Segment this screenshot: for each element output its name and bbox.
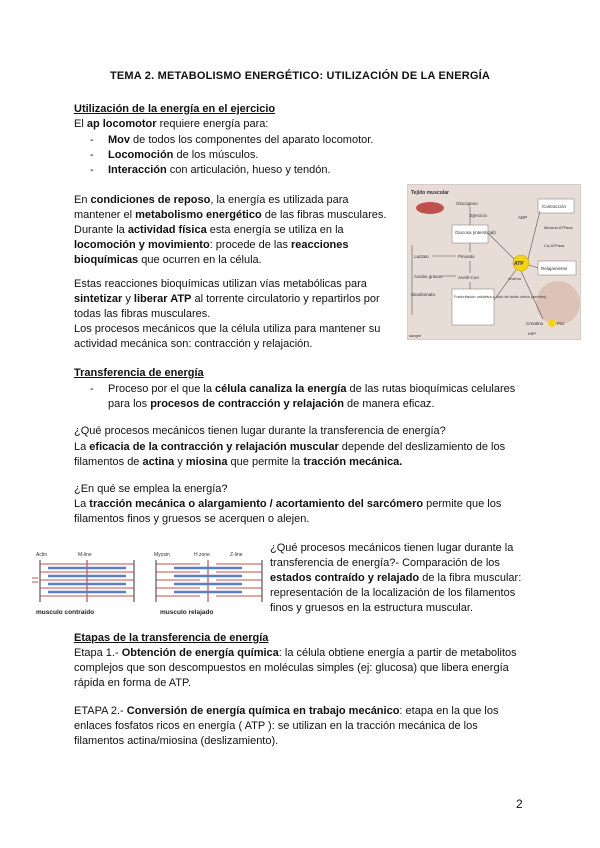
text: de la fibra muscular: bbox=[419, 572, 522, 584]
label-glucogeno: Glucógeno bbox=[456, 201, 478, 206]
section-heading-transferencia: Transferencia de energía bbox=[74, 367, 204, 379]
text-line bbox=[74, 253, 386, 268]
label-glucosa: Glucosa (intersticial) bbox=[455, 230, 496, 235]
text-bold: actina bbox=[142, 456, 175, 468]
answer-1-line-2 bbox=[74, 455, 402, 470]
text-line: Estas reacciones bioquímicas utilizan vías metabólicas para bbox=[74, 278, 367, 290]
sarcomere-contracted-figure bbox=[30, 548, 140, 618]
text-line bbox=[74, 292, 380, 307]
text-line: complejos que son descompuestos en moléculas simples (ej: glucosa) que libera energía bbox=[74, 662, 509, 674]
text: : etapa en la que los bbox=[399, 705, 499, 717]
text-bold: eficacia de la contracción y relajación muscular bbox=[89, 441, 339, 453]
label-creatina: Creatina bbox=[526, 321, 544, 326]
text: para los bbox=[108, 398, 151, 410]
metabolism-diagram-svg bbox=[408, 185, 580, 339]
text-bold: reacciones bbox=[291, 239, 349, 251]
text: requiere energía para: bbox=[156, 118, 269, 130]
text: que permite la bbox=[227, 456, 304, 468]
text: al torrente circulatorio y repartirlos por bbox=[191, 293, 380, 305]
text-bold: actividad física bbox=[127, 224, 207, 236]
paragraph-reacciones bbox=[74, 277, 380, 352]
text-line bbox=[74, 238, 386, 253]
text-line: representación de la localización de los filamentos bbox=[270, 587, 516, 599]
list-item bbox=[108, 148, 258, 163]
text-line: actividad mecánica son: contracción y relajación. bbox=[74, 338, 313, 350]
text: En bbox=[74, 194, 91, 206]
text-line bbox=[270, 571, 521, 586]
text-bold: sintetizar bbox=[74, 293, 123, 305]
text: : procede de las bbox=[209, 239, 292, 251]
sarcomere-contracted-svg bbox=[30, 548, 140, 618]
text-line: todas las fibras musculares. bbox=[74, 308, 211, 320]
label-mline: M-line bbox=[78, 552, 92, 558]
text: , la energía es utilizada para bbox=[210, 194, 349, 206]
bullet-dash: - bbox=[90, 383, 94, 395]
text-bold: tracción mecánica. bbox=[303, 456, 403, 468]
text-bold: procesos de contracción y relajación bbox=[150, 398, 344, 410]
label-tejido: Tejido muscular bbox=[411, 190, 449, 196]
bullet-line-2 bbox=[108, 397, 435, 412]
text-line: Los procesos mecánicos que la célula utiliza para mantener su bbox=[74, 323, 381, 335]
etapa-2 bbox=[74, 704, 499, 749]
text-line bbox=[74, 208, 386, 223]
sarcomere-relaxed-lines bbox=[156, 560, 262, 602]
figure-side-description bbox=[270, 541, 521, 616]
label-contraccion: Contracción bbox=[542, 204, 567, 209]
pcr-icon bbox=[548, 319, 556, 327]
label-zline: Z-line bbox=[230, 552, 243, 558]
sarcomere-relaxed-svg bbox=[152, 548, 266, 618]
text: que ocurren en la célula. bbox=[138, 254, 262, 266]
bullet-dash: - bbox=[90, 164, 94, 176]
text-bold: ap locomotor bbox=[86, 118, 157, 130]
text: de las fibras musculares. bbox=[261, 209, 387, 221]
label-atp: ATP bbox=[514, 261, 524, 267]
page-title: TEMA 2. METABOLISMO ENERGÉTICO: UTILIZACIÓN DE LA ENERGÍA bbox=[109, 70, 491, 82]
section-heading-etapas: Etapas de la transferencia de energía bbox=[74, 632, 269, 644]
answer-2-line-1 bbox=[74, 497, 501, 512]
metabolism-diagram bbox=[407, 184, 581, 340]
sarcomere-relaxed-figure bbox=[152, 548, 266, 618]
label-bicarbonato: Bicarbonato bbox=[411, 292, 436, 297]
text: de los músculos. bbox=[173, 149, 259, 161]
label-acetil: Acetil-CoA bbox=[458, 275, 480, 280]
text-bold: liberar ATP bbox=[133, 293, 192, 305]
text-bold: Mov bbox=[108, 134, 130, 146]
text-bold: condiciones de reposo bbox=[90, 194, 211, 206]
text: de manera eficaz. bbox=[344, 398, 435, 410]
text-bold: bioquímicas bbox=[74, 254, 139, 266]
text-bold: metabolismo energético bbox=[135, 209, 262, 221]
text-bold: Conversión de energía química en trabajo mecánico bbox=[126, 705, 400, 717]
label-adp: ADP bbox=[518, 215, 528, 220]
page-number: 2 bbox=[516, 797, 523, 811]
text-bold: Locomoción bbox=[108, 149, 174, 161]
text: La bbox=[74, 498, 90, 510]
text: Proceso por el que la bbox=[108, 383, 216, 395]
text-bold: estados contraído y relajado bbox=[270, 572, 420, 584]
text: permite que los bbox=[423, 498, 502, 510]
text-line bbox=[74, 223, 386, 238]
text-line: rápida en forma de ATP. bbox=[74, 677, 191, 689]
text: y bbox=[174, 456, 186, 468]
text-line: enlaces fosfatos ricos en energía ( ATP ): se utilizan en la tracción mecánica de los bbox=[74, 720, 478, 732]
text: filamentos de bbox=[74, 456, 143, 468]
text-bold: locomoción y movimiento bbox=[74, 239, 210, 251]
caption-contraido: musculo contraido bbox=[36, 609, 95, 616]
muscle-icon bbox=[416, 202, 444, 214]
label-hzone: H zone bbox=[194, 552, 210, 558]
text: con articulación, hueso y tendón. bbox=[166, 164, 331, 176]
text-line: ¿Qué procesos mecánicos tienen lugar durante la bbox=[270, 542, 514, 554]
text: de las rutas bioquímicas celulares bbox=[346, 383, 516, 395]
caption-relajado: musculo relajado bbox=[160, 609, 214, 616]
text: Durante la bbox=[74, 224, 128, 236]
list-item bbox=[108, 133, 373, 148]
text: depende del deslizamiento de los bbox=[338, 441, 506, 453]
text-line bbox=[74, 704, 499, 719]
bullet-dash: - bbox=[90, 134, 94, 146]
text: Etapa 1.- bbox=[74, 647, 122, 659]
label-caatp: Ca-ATPasa bbox=[544, 243, 565, 248]
label-enzima: enzima bbox=[508, 276, 521, 281]
text-line bbox=[74, 646, 517, 661]
text: de todos los componentes del aparato locomotor. bbox=[130, 134, 374, 146]
label-lactato: Lactato bbox=[414, 254, 429, 259]
etapa-1 bbox=[74, 646, 517, 691]
text-line: transferencia de energía?- Comparación de los bbox=[270, 557, 500, 569]
list-item bbox=[108, 163, 331, 178]
label-relajamiento: Relajamiento bbox=[541, 266, 568, 271]
text: ETAPA 2.- bbox=[74, 705, 127, 717]
label-kbp: KBP bbox=[528, 331, 537, 336]
text-bold: tracción mecánica o alargamiento / acortamiento del sarcómero bbox=[89, 498, 424, 510]
text-bold: miosina bbox=[185, 456, 228, 468]
bullet-dash: - bbox=[90, 149, 94, 161]
answer-2-line-2: filamentos finos y gruesos se acerquen o alejen. bbox=[74, 513, 310, 525]
text: La bbox=[74, 441, 90, 453]
label-fosforilacion: Fosforilación oxidativa o ciclo de ácido cítrico (aerobio) bbox=[454, 295, 547, 299]
text-line: finos y gruesos en la estructura muscular. bbox=[270, 602, 473, 614]
label-ejercicio: Ejercicio bbox=[470, 213, 488, 218]
question-2: ¿En qué se emplea la energía? bbox=[74, 483, 228, 495]
text: esta energía se utiliza en la bbox=[206, 224, 344, 236]
text: mantener el bbox=[74, 209, 136, 221]
label-myosin: Myosin bbox=[154, 552, 170, 558]
bullet-line-1 bbox=[108, 382, 515, 397]
intro-line bbox=[74, 117, 268, 132]
section-heading-utilizacion: Utilización de la energía en el ejercicio bbox=[74, 103, 276, 115]
text-line: filamentos actina/miosina (deslizamiento). bbox=[74, 735, 279, 747]
text-bold: Interacción bbox=[108, 164, 167, 176]
bullet-list bbox=[0, 133, 600, 178]
text: : la célula obtiene energía a partir de metabolitos bbox=[278, 647, 517, 659]
paragraph-reposo bbox=[74, 193, 386, 268]
label-piruvato: Piruvato bbox=[458, 254, 475, 259]
sarcomere-contracted-lines bbox=[32, 560, 134, 602]
label-miosina: Miosina ATPasa bbox=[544, 225, 573, 230]
label-pcr: PCr bbox=[557, 321, 565, 326]
text: El bbox=[74, 118, 87, 130]
text-bold: célula canaliza la energía bbox=[215, 383, 347, 395]
label-actin: Actin bbox=[36, 552, 48, 558]
text: y bbox=[122, 293, 134, 305]
text-line bbox=[74, 193, 386, 208]
label-sangre: sangre bbox=[409, 333, 422, 338]
label-acidos: Ácidos grasos bbox=[414, 274, 443, 279]
answer-1-line-1 bbox=[74, 440, 505, 455]
question-1: ¿Qué procesos mecánicos tienen lugar durante la transferencia de energía? bbox=[74, 425, 446, 437]
text-bold: Obtención de energía química bbox=[121, 647, 279, 659]
